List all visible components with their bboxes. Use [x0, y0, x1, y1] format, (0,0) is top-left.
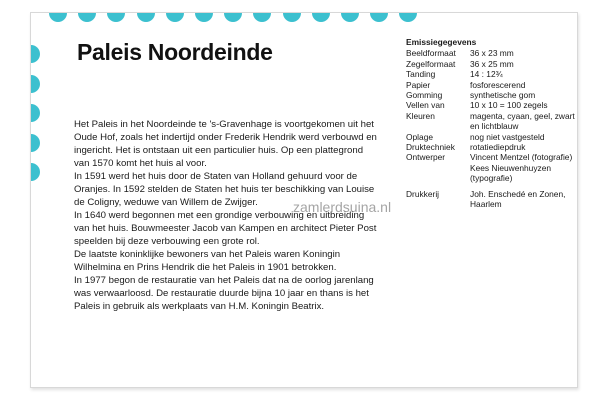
spec-value: rotatiediepdruk — [470, 142, 526, 153]
spec-label: Zegelformaat — [406, 58, 456, 69]
paragraph: Het Paleis in het Noordeinde te 's-Gravenhage is voortgekomen uit het Oude Hof, zoals het indertijd onder Frederik Hendrik werd verbouwd en ingericht. Het is ontstaan uit een particulier huis. Op een plattegrond van 1570 komt het huis al voor. — [74, 119, 377, 169]
spec-row — [406, 59, 576, 69]
perforation-dot — [30, 45, 40, 63]
spec-label: Ontwerper — [406, 152, 446, 163]
perforation-dot — [49, 12, 67, 22]
perforation-dot — [166, 12, 184, 22]
spec-value: Joh. Enschedé en Zonen, Haarlem — [470, 188, 566, 210]
spec-row — [406, 69, 576, 79]
spec-label: Papier — [406, 79, 431, 90]
perforation-dot — [399, 12, 417, 22]
perforation-dot — [195, 12, 213, 22]
perforation-dot — [312, 12, 330, 22]
spec-label: Beeldformaat — [406, 48, 456, 59]
spec-row — [406, 90, 576, 100]
paragraph: In 1591 werd het huis door de Staten van Holland gehuurd voor de Oranjes. In 1592 stelden de Staten het huis ter beschikking van Louise de Coligny, weduwe van Willem de Zwijger. — [74, 171, 375, 208]
perforation-dot — [30, 163, 40, 181]
spec-value: 10 x 10 = 100 zegels — [470, 100, 548, 111]
description-text — [74, 118, 379, 313]
perforation-dot — [30, 104, 40, 122]
info-card — [30, 12, 578, 388]
spec-row — [406, 100, 576, 110]
perforation-dot — [283, 12, 301, 22]
spec-label: Drukkerij — [406, 188, 440, 199]
spec-row — [406, 142, 576, 152]
spec-label: Tanding — [406, 69, 436, 80]
spec-value: Vincent Mentzel (fotografie) Kees Nieuwenhuyzen (typografie) — [470, 152, 573, 184]
perforation-dot — [370, 12, 388, 22]
spec-row — [406, 80, 576, 90]
spec-label: Kleuren — [406, 110, 435, 121]
perforation-dot — [30, 134, 40, 152]
spec-row — [406, 48, 576, 58]
spec-value: 36 x 23 mm — [470, 48, 514, 59]
paragraph: In 1640 werd begonnen met een grondige verbouwing en uitbreiding van het huis. Bouwmeester Jacob van Kampen en architect Pieter Post speelden bij deze verbouwing een grote rol. — [74, 210, 377, 247]
emission-data-panel — [406, 37, 576, 210]
spec-heading: Emissiegegevens — [406, 37, 477, 47]
spec-row — [406, 111, 576, 132]
perforation-dot — [107, 12, 125, 22]
perforation-dot — [341, 12, 359, 22]
spec-label: Vellen van — [406, 100, 445, 111]
spec-value: 14 : 12¾ — [470, 69, 503, 80]
perforation-dot — [253, 12, 271, 22]
spec-value: nog niet vastgesteld — [470, 131, 545, 142]
spec-label: Oplage — [406, 131, 434, 142]
spec-label: Druktechniek — [406, 142, 455, 153]
watermark-text: zamlerdsuina.nl — [293, 199, 392, 215]
spec-row — [406, 189, 576, 210]
spec-value: fosforescerend — [470, 79, 526, 90]
perforation-dot — [78, 12, 96, 22]
perforation-dot — [224, 12, 242, 22]
spec-value: synthetische gom — [470, 90, 536, 101]
spec-label: Gomming — [406, 90, 443, 101]
spec-value: magenta, cyaan, geel, zwart en lichtblauw — [470, 110, 575, 132]
spec-row — [406, 152, 576, 183]
perforation-dot — [30, 75, 40, 93]
perforation-dot — [137, 12, 155, 22]
spec-value: 36 x 25 mm — [470, 58, 514, 69]
paragraph: In 1977 begon de restauratie van het Paleis dat na de oorlog jarenlang was verwaarloosd. De restauratie duurde bijna 10 jaar en thans is het Paleis in gebruik als werkplaats van H.M. Koningin Beatrix. — [74, 275, 374, 312]
paragraph: De laatste koninklijke bewoners van het Paleis waren Koningin Wilhelmina en Prins Hendrik die het Paleis in 1901 betrokken. — [74, 249, 341, 273]
page-title: Paleis Noordeinde — [77, 39, 273, 65]
spec-row — [406, 132, 576, 142]
